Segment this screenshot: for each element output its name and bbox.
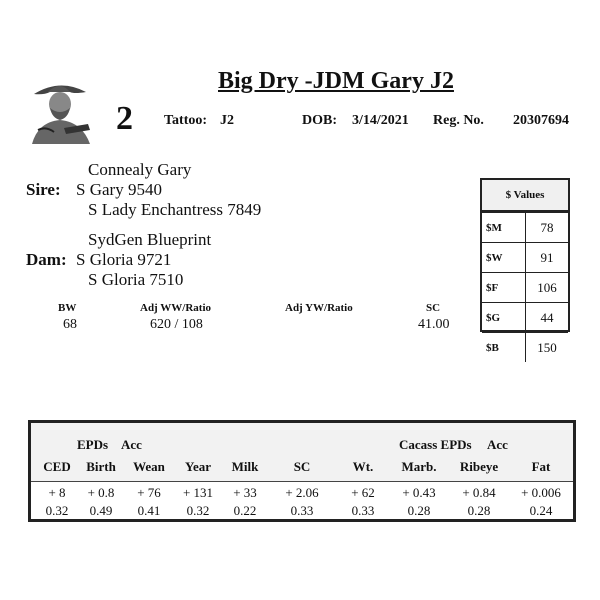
dollar-value-row	[482, 242, 568, 272]
sire-granddam: S Lady Enchantress 7849	[88, 200, 262, 219]
epd-column-header: CED	[43, 459, 71, 474]
epd-value: + 131	[182, 485, 214, 500]
epd-accuracy: 0.32	[186, 503, 210, 518]
epd-column-header: Birth	[86, 459, 116, 474]
epd-column-header: Year	[185, 459, 211, 474]
dollar-value-row	[482, 332, 568, 362]
sc-label: SC	[426, 302, 441, 314]
epd-acc-group-label: Acc	[121, 437, 142, 452]
yw-label: Adj YW/Ratio	[285, 302, 353, 314]
dollar-value: 44	[540, 309, 554, 325]
epd-group-label: EPDs	[77, 437, 109, 452]
dollar-value-row	[482, 302, 568, 332]
ww-value: 620 / 108	[150, 317, 203, 332]
epd-table	[28, 420, 576, 522]
epd-value: + 33	[233, 485, 257, 500]
dollar-value-label: $W	[482, 243, 526, 272]
tattoo-label: Tattoo:	[164, 113, 208, 128]
epd-accuracy: 0.41	[137, 503, 161, 518]
dam-granddam: S Gloria 7510	[88, 270, 184, 289]
dollar-value-row	[482, 272, 568, 302]
bw-value: 68	[63, 317, 77, 332]
epd-value: + 0.43	[402, 485, 436, 500]
dollar-value: 91	[540, 249, 554, 265]
epd-accuracy: 0.28	[467, 503, 491, 518]
carcass-acc-group-label: Acc	[487, 437, 508, 452]
sc-value: 41.00	[418, 317, 450, 332]
dollar-value-label: $M	[482, 213, 526, 242]
epd-column-header: Ribeye	[459, 459, 499, 474]
epd-accuracy: 0.49	[89, 503, 113, 518]
lot-number: 2	[116, 100, 133, 137]
dollar-value-label: $B	[482, 333, 526, 362]
sire-label: Sire:	[26, 180, 61, 199]
epd-accuracy: 0.24	[529, 503, 553, 518]
dob-label: DOB:	[302, 113, 337, 128]
epd-accuracy: 0.33	[290, 503, 314, 518]
epd-value: + 0.006	[521, 485, 561, 500]
cowboy-logo-icon	[24, 72, 96, 144]
epd-value: + 2.06	[285, 485, 319, 500]
epd-column-header: SC	[293, 459, 311, 474]
epd-value: + 0.84	[462, 485, 496, 500]
epd-column-header: Fat	[531, 459, 551, 474]
dollar-values-header: $ Values	[482, 180, 568, 212]
dob-value: 3/14/2021	[352, 113, 409, 128]
epd-accuracy: 0.32	[45, 503, 69, 518]
sire-grandsire: Connealy Gary	[88, 160, 192, 179]
sire-name: S Gary 9540	[76, 180, 162, 199]
dollar-value-row	[482, 212, 568, 242]
epd-accuracy: 0.22	[233, 503, 257, 518]
dollar-value-label: $F	[482, 273, 526, 302]
tattoo-value: J2	[220, 113, 234, 128]
dollar-value: 106	[537, 279, 557, 295]
ww-label: Adj WW/Ratio	[140, 302, 211, 314]
reg-no-value: 20307694	[513, 113, 569, 128]
epd-accuracy: 0.28	[407, 503, 431, 518]
epd-accuracy: 0.33	[351, 503, 375, 518]
epd-value: + 62	[351, 485, 375, 500]
epd-value: + 0.8	[87, 485, 115, 500]
epd-value: + 8	[48, 485, 66, 500]
bw-label: BW	[58, 302, 77, 314]
epd-column-header: Wt.	[352, 459, 374, 474]
epd-column-header: Marb.	[401, 459, 437, 474]
epd-value: + 76	[137, 485, 161, 500]
carcass-group-label: Cacass EPDs	[399, 437, 472, 452]
dollar-value-label: $G	[482, 303, 526, 332]
dam-name: S Gloria 9721	[76, 250, 172, 269]
epd-column-header: Wean	[133, 459, 165, 474]
dollar-value: 150	[537, 339, 557, 355]
dollar-value: 78	[540, 219, 554, 235]
animal-title: Big Dry -JDM Gary J2	[218, 68, 454, 94]
dam-label: Dam:	[26, 250, 67, 269]
dam-grandsire: SydGen Blueprint	[88, 230, 212, 249]
dollar-values-box	[480, 178, 570, 355]
reg-no-label: Reg. No.	[433, 113, 484, 128]
epd-column-header: Milk	[231, 459, 259, 474]
